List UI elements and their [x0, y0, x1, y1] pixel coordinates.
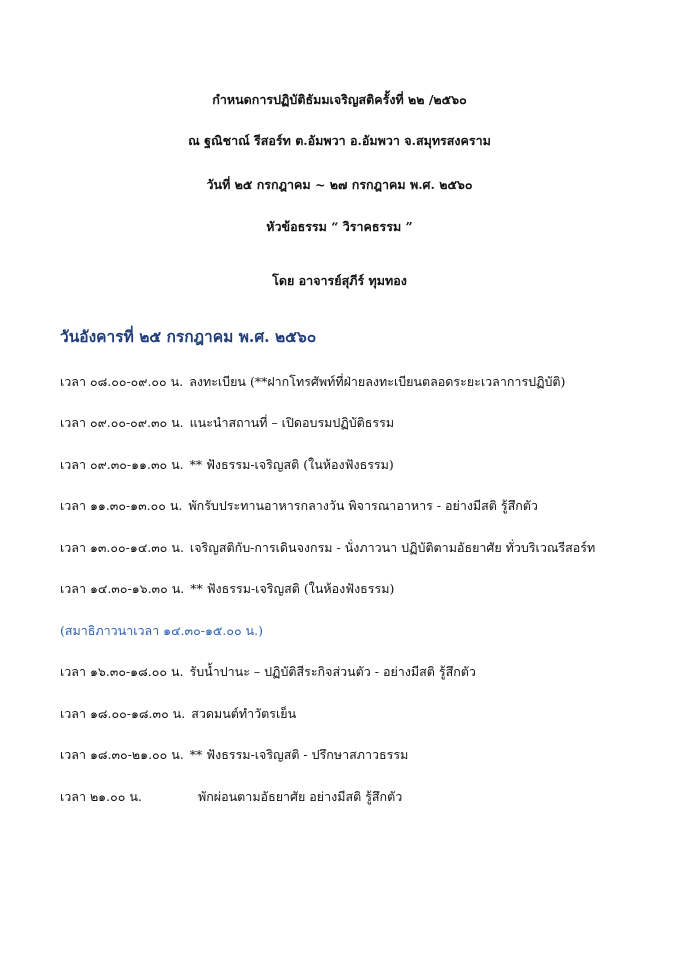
schedule-title: กำหนดการปฏิบัติธัมมเจริญสติครั้งที่ ๒๒ /๒๕๖๐ [212, 92, 467, 107]
schedule-time: เวลา ๑๓.๐๐-๑๔.๓๐ น. [60, 540, 184, 555]
schedule-row [60, 372, 565, 392]
schedule-row [60, 413, 394, 433]
schedule-row [60, 455, 394, 475]
schedule-time: เวลา ๐๘.๐๐-๐๙.๐๐ น. [60, 374, 184, 389]
schedule-activity: ** ฟังธรรม-เจริญสติ - ปรึกษาสภาวธรรม [189, 747, 409, 762]
schedule-activity: ** ฟังธรรม-เจริญสติ (ในห้องฟังธรรม) [190, 581, 395, 596]
date-range-line: วันที่ ๒๕ กรกฎาคม ~ ๒๗ กรกฎาคม พ.ศ. ๒๕๖๐ [206, 177, 473, 192]
schedule-activity: ลงทะเบียน (**ฝากโทรศัพท์ที่ฝ่ายลงทะเบียนตลอดระยะเวลาการปฏิบัติ) [189, 374, 566, 389]
schedule-time: เวลา ๑๘.๓๐-๒๑.๐๐ น. [60, 747, 184, 762]
schedule-time: เวลา ๑๑.๓๐-๑๓.๐๐ น. [60, 498, 183, 513]
meditation-note: (สมาธิภาวนาเวลา ๑๔.๓๐-๑๕.๐๐ น.) [60, 623, 263, 638]
schedule-row [60, 745, 408, 765]
schedule-row [60, 787, 620, 807]
dhamma-topic-line: หัวข้อธรรม “ วิราคธรรม ” [266, 219, 413, 234]
schedule-activity: แนะนำสถานที่ – เปิดอบรมปฏิบัติธรรม [189, 415, 395, 430]
schedule-activity: สวดมนต์ทำวัตรเย็น [191, 706, 297, 721]
schedule-activity: พักผ่อนตามอัธยาศัย อย่างมีสติ รู้สึกตัว [198, 789, 403, 804]
day-heading: วันอังคารที่ ๒๕ กรกฎาคม พ.ศ. ๒๕๖๐ [60, 327, 317, 346]
schedule-activity: ** ฟังธรรม-เจริญสติ (ในห้องฟังธรรม) [189, 457, 394, 472]
schedule-row [60, 704, 296, 724]
schedule-row [60, 662, 476, 682]
schedule-activity: เจริญสติกับ-การเดินจงกรม - นั่งภาวนา ปฏิบัติตามอัธยาศัย ทั่วบริเวณรีสอร์ท [189, 540, 596, 555]
schedule-activity: รับน้ำปานะ – ปฏิบัติสีระกิจส่วนตัว - อย่างมีสติ รู้สึกตัว [189, 664, 476, 679]
schedule-time: เวลา ๐๙.๐๐-๐๙.๓๐ น. [60, 415, 184, 430]
schedule-time: เวลา ๐๙.๓๐-๑๑.๓๐ น. [60, 457, 184, 472]
venue-line: ณ ฐณิชาณ์ รีสอร์ท ต.อัมพวา อ.อัมพวา จ.สมุทรสงคราม [188, 133, 491, 148]
schedule-time: เวลา ๑๔.๓๐-๑๖.๓๐ น. [60, 581, 185, 596]
schedule-time: เวลา ๑๘.๐๐-๑๘.๓๐ น. [60, 706, 186, 721]
schedule-time: เวลา ๑๖.๓๐-๑๘.๐๐ น. [60, 664, 184, 679]
schedule-time: เวลา ๒๑.๐๐ น. [60, 789, 142, 804]
schedule-activity: พักรับประทานอาหารกลางวัน พิจารณาอาหาร - อย่างมีสติ รู้สึกตัว [188, 498, 538, 513]
schedule-row [60, 496, 538, 516]
teacher-line: โดย อาจารย์สุภีร์ ทุมทอง [272, 273, 407, 288]
schedule-row [60, 579, 394, 599]
schedule-row [60, 538, 595, 558]
